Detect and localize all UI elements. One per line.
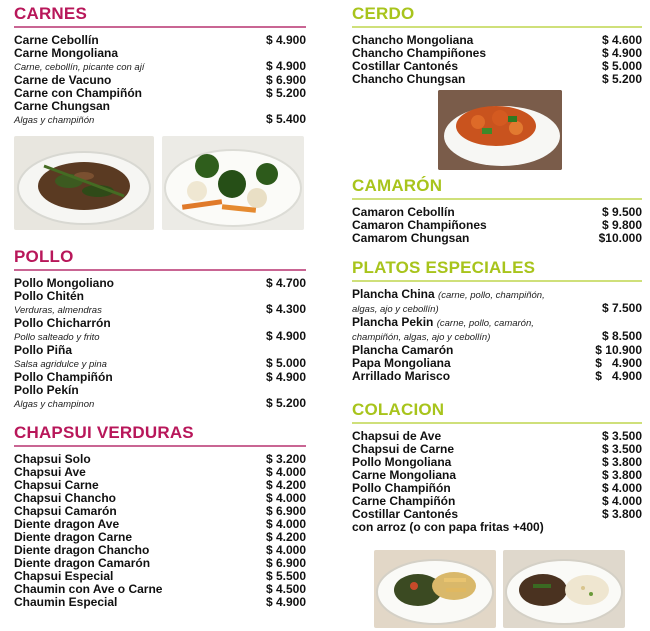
item-description: Verduras, almendras bbox=[14, 305, 102, 316]
item-price: $ 4.700 bbox=[265, 276, 306, 290]
section-divider bbox=[352, 422, 642, 424]
item-price: $ 5.400 bbox=[265, 112, 306, 126]
item-price: $ 3.800 bbox=[601, 455, 642, 469]
item-price: $ 4.600 bbox=[601, 33, 642, 47]
colacion-note: con arroz (o con papa fritas +400) bbox=[352, 520, 544, 534]
item-name: Chancho Champiñones bbox=[352, 46, 487, 60]
menu-item bbox=[352, 73, 642, 86]
item-name: Diente dragon Carne bbox=[14, 530, 133, 544]
item-price: $ 4.900 bbox=[265, 370, 306, 384]
item-price: $ 5.000 bbox=[601, 59, 642, 73]
item-name: Chapsui de Ave bbox=[352, 429, 442, 443]
colacion-dish-photo-2 bbox=[503, 550, 625, 628]
menu-item bbox=[14, 290, 306, 303]
item-price: $ 4.000 bbox=[265, 491, 306, 505]
menu-list bbox=[352, 430, 642, 521]
section-title: CHAPSUI VERDURAS bbox=[14, 423, 194, 442]
section-title: CARNES bbox=[14, 4, 87, 23]
item-name: Pollo Mongoliana bbox=[352, 455, 452, 469]
section-divider bbox=[352, 26, 642, 28]
item-price: $ 4.500 bbox=[265, 582, 306, 596]
item-name: Chapsui Especial bbox=[14, 569, 114, 583]
section-pollo bbox=[14, 247, 306, 411]
section-title: CERDO bbox=[352, 4, 415, 23]
item-price: $ 4.200 bbox=[265, 478, 306, 492]
section-divider bbox=[14, 26, 306, 28]
item-price: $ 4.000 bbox=[265, 543, 306, 557]
section-chapsui bbox=[14, 423, 306, 609]
item-description: Carne, cebollín, picante con ají bbox=[14, 62, 145, 73]
pork-dish-photo bbox=[438, 90, 562, 170]
item-name: Chapsui Camarón bbox=[14, 504, 117, 518]
item-price: $ 9.500 bbox=[601, 205, 642, 219]
menu-list bbox=[352, 344, 642, 383]
item-name: Pollo Chicharrón bbox=[14, 316, 111, 330]
section-title: COLACION bbox=[352, 400, 445, 419]
item-name: Chaumin Especial bbox=[14, 595, 118, 609]
item-price: $ 9.800 bbox=[601, 218, 642, 232]
item-name: Chapsui Chancho bbox=[14, 491, 117, 505]
menu-item-desc bbox=[14, 357, 306, 371]
item-price: $ 3.500 bbox=[601, 429, 642, 443]
menu-item bbox=[14, 317, 306, 330]
item-name: Carne Mongoliana bbox=[14, 46, 119, 60]
item-price: $ 4.900 bbox=[265, 329, 306, 343]
vegetable-dish-photo bbox=[162, 136, 304, 230]
menu-item bbox=[352, 370, 642, 383]
item-name: Carne Champiñón bbox=[352, 494, 456, 508]
menu-item bbox=[352, 232, 642, 245]
item-name: Chancho Mongoliana bbox=[352, 33, 474, 47]
item-name: Papa Mongoliana bbox=[352, 356, 451, 370]
item-name: Carne de Vacuno bbox=[14, 73, 112, 87]
section-colacion bbox=[352, 400, 642, 534]
item-name: Pollo Piña bbox=[14, 343, 73, 357]
item-price: $ 4.900 bbox=[595, 369, 642, 383]
plancha-pekin-item: Plancha Pekin (carne, pollo, camarón, champiñón, algas, ajo y cebollín) $ 8.500 bbox=[352, 315, 642, 343]
section-divider bbox=[14, 269, 306, 271]
item-name: Chaumin con Ave o Carne bbox=[14, 582, 163, 596]
menu-item-desc bbox=[14, 303, 306, 317]
colacion-dish-photo-1 bbox=[374, 550, 496, 628]
item-price: $ 6.900 bbox=[265, 556, 306, 570]
item-description: Salsa agridulce y pina bbox=[14, 359, 107, 370]
menu-list bbox=[352, 206, 642, 245]
item-price: $ 4.000 bbox=[265, 517, 306, 531]
item-name: Chapsui Solo bbox=[14, 452, 91, 466]
item-name: Carne con Champiñón bbox=[14, 86, 143, 100]
beef-dish-photo bbox=[14, 136, 154, 230]
item-price: $ 4.300 bbox=[265, 302, 306, 316]
section-title: POLLO bbox=[14, 247, 74, 266]
item-name: Chapsui Ave bbox=[14, 465, 86, 479]
item-name: Pollo Champiñón bbox=[14, 370, 113, 384]
item-description: Algas y champiñón bbox=[14, 115, 95, 126]
menu-item bbox=[14, 344, 306, 357]
item-name: Camaron Champiñones bbox=[352, 218, 487, 232]
item-description: Algas y champinon bbox=[14, 399, 95, 410]
item-price: $ 4.000 bbox=[265, 465, 306, 479]
section-title: CAMARÓN bbox=[352, 176, 443, 195]
item-name: Pollo Chitén bbox=[14, 289, 84, 303]
item-price: $ 4.000 bbox=[601, 481, 642, 495]
menu-list bbox=[14, 453, 306, 609]
menu-list bbox=[14, 34, 306, 127]
menu-item-desc bbox=[14, 113, 306, 127]
menu-item-desc bbox=[14, 60, 306, 74]
menu-item-desc bbox=[14, 397, 306, 411]
item-price: $ 3.800 bbox=[601, 507, 642, 521]
section-cerdo bbox=[352, 4, 642, 86]
item-description: Pollo salteado y frito bbox=[14, 332, 100, 343]
item-price: $ 5.200 bbox=[601, 72, 642, 86]
item-price: $ 10.900 bbox=[595, 343, 642, 357]
item-name: Costillar Cantonés bbox=[352, 507, 459, 521]
item-name: Chancho Chungsan bbox=[352, 72, 466, 86]
item-name: Carne Chungsan bbox=[14, 99, 111, 113]
section-title: PLATOS ESPECIALES bbox=[352, 258, 536, 277]
item-name: Chapsui de Carne bbox=[352, 442, 455, 456]
item-price: $ 3.800 bbox=[601, 468, 642, 482]
section-divider bbox=[14, 445, 306, 447]
section-carnes bbox=[14, 4, 306, 127]
plancha-china-item: Plancha China (carne, pollo, champiñón, algas, ajo y cebollín) $ 7.500 bbox=[352, 287, 642, 315]
menu-list bbox=[352, 34, 642, 86]
item-price: $ 4.900 bbox=[265, 595, 306, 609]
item-name: Chapsui Carne bbox=[14, 478, 99, 492]
menu-item bbox=[14, 596, 306, 609]
item-name: Pollo Mongoliano bbox=[14, 276, 114, 290]
item-price: $ 3.200 bbox=[265, 452, 306, 466]
item-name: Camarom Chungsan bbox=[352, 231, 470, 245]
menu-item bbox=[14, 100, 306, 113]
item-price: $ 3.500 bbox=[601, 442, 642, 456]
item-price: $ 6.900 bbox=[265, 73, 306, 87]
item-name: Plancha Camarón bbox=[352, 343, 454, 357]
menu-list bbox=[14, 277, 306, 411]
item-name: Camaron Cebollín bbox=[352, 205, 455, 219]
menu-item-desc bbox=[14, 330, 306, 344]
item-name: Costillar Cantonés bbox=[352, 59, 459, 73]
item-price: $ 5.200 bbox=[265, 86, 306, 100]
item-name: Carne Mongoliana bbox=[352, 468, 457, 482]
section-divider bbox=[352, 280, 642, 282]
item-name: Diente dragon Chancho bbox=[14, 543, 150, 557]
item-name: Carne Cebollín bbox=[14, 33, 99, 47]
item-price: $ 4.900 bbox=[595, 356, 642, 370]
item-price: $ 4.900 bbox=[601, 46, 642, 60]
item-name: Diente dragon Ave bbox=[14, 517, 120, 531]
menu-item bbox=[14, 47, 306, 60]
item-name: Diente dragon Camarón bbox=[14, 556, 151, 570]
item-price: $ 6.900 bbox=[265, 504, 306, 518]
item-price: $10.000 bbox=[598, 231, 642, 245]
menu-item bbox=[14, 384, 306, 397]
item-name: Pollo Champiñón bbox=[352, 481, 451, 495]
item-price: $ 4.000 bbox=[601, 494, 642, 508]
section-divider bbox=[352, 198, 642, 200]
item-price: $ 5.500 bbox=[265, 569, 306, 583]
section-especiales bbox=[352, 258, 642, 383]
section-camaron bbox=[352, 176, 642, 245]
item-price: $ 5.000 bbox=[265, 356, 306, 370]
item-price: $ 5.200 bbox=[265, 396, 306, 410]
item-name: Pollo Pekín bbox=[14, 383, 79, 397]
item-price: $ 4.900 bbox=[265, 59, 306, 73]
item-name: Arrillado Marisco bbox=[352, 369, 451, 383]
item-price: $ 4.200 bbox=[265, 530, 306, 544]
item-price: $ 4.900 bbox=[265, 33, 306, 47]
